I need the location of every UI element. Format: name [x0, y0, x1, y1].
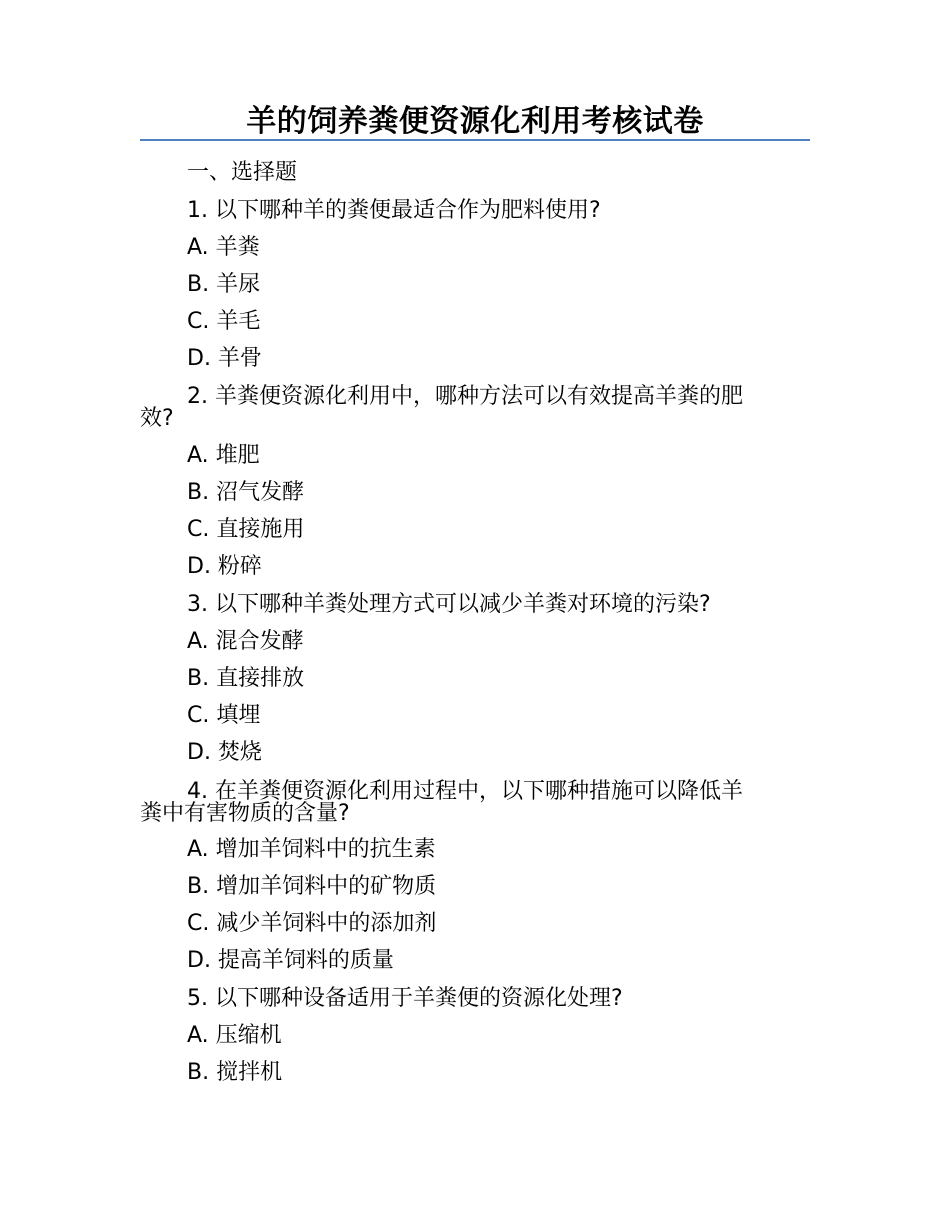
- question-3-option-a: A. 混合发酵: [187, 629, 304, 654]
- question-4-option-b: B. 增加羊饲料中的矿物质: [187, 874, 437, 899]
- question-4-option-c: C. 减少羊饲料中的添加剂: [187, 911, 437, 936]
- question-5-stem: 5. 以下哪种设备适用于羊粪便的资源化处理?: [187, 986, 623, 1011]
- question-1-option-c: C. 羊毛: [187, 309, 261, 334]
- question-2-option-b: B. 沼气发酵: [187, 480, 305, 505]
- question-5-option-a: A. 压缩机: [187, 1023, 282, 1048]
- question-2-option-d: D. 粉碎: [187, 554, 262, 579]
- question-2-option-c: C. 直接施用: [187, 517, 305, 542]
- question-1-option-a: A. 羊粪: [187, 235, 260, 260]
- question-1-stem: 1. 以下哪种羊的粪便最适合作为肥料使用?: [187, 198, 601, 223]
- question-2-stem-line2: 效?: [140, 406, 174, 431]
- title-underline: [140, 139, 810, 141]
- question-4-stem-line1: 4. 在羊粪便资源化利用过程中，以下哪种措施可以降低羊: [187, 779, 743, 804]
- question-1-option-d: D. 羊骨: [187, 346, 262, 371]
- question-2-option-a: A. 堆肥: [187, 443, 260, 468]
- question-4-stem-line2: 粪中有害物质的含量?: [140, 801, 350, 826]
- question-3-stem: 3. 以下哪种羊粪处理方式可以减少羊粪对环境的污染?: [187, 592, 711, 617]
- section-heading: 一、选择题: [187, 160, 298, 185]
- question-3-option-d: D. 焚烧: [187, 740, 262, 765]
- page-title: 羊的饲养粪便资源化利用考核试卷: [246, 104, 704, 139]
- question-4-option-a: A. 增加羊饲料中的抗生素: [187, 837, 436, 862]
- question-3-option-b: B. 直接排放: [187, 666, 305, 691]
- question-1-option-b: B. 羊尿: [187, 272, 261, 297]
- question-5-option-b: B. 搅拌机: [187, 1060, 283, 1085]
- question-4-option-d: D. 提高羊饲料的质量: [187, 948, 394, 973]
- question-2-stem-line1: 2. 羊粪便资源化利用中，哪种方法可以有效提高羊粪的肥: [187, 384, 743, 409]
- question-3-option-c: C. 填埋: [187, 703, 261, 728]
